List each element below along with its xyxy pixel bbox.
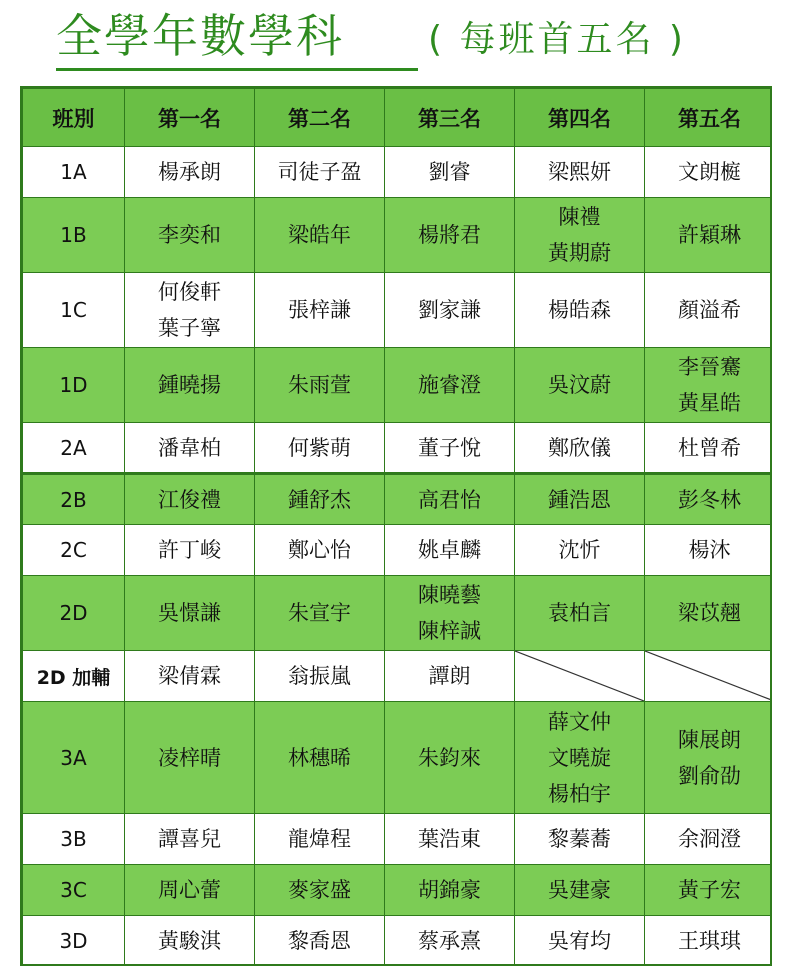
student-name: 吳憬謙 xyxy=(158,601,221,625)
header-rank-4: 第四名 xyxy=(515,89,645,147)
rank-5-cell xyxy=(645,147,773,198)
header-rank-3: 第三名 xyxy=(385,89,515,147)
rank-4-cell xyxy=(515,576,645,651)
student-name: 吳宥均 xyxy=(548,929,611,953)
rank-5-cell xyxy=(645,423,773,474)
rank-4-cell xyxy=(515,474,645,525)
rank-3-cell xyxy=(385,576,515,651)
rank-3-cell xyxy=(385,198,515,273)
student-name: 施睿澄 xyxy=(418,373,481,397)
table-row xyxy=(23,916,773,967)
student-name: 鄭心怡 xyxy=(288,538,351,562)
table-body xyxy=(23,147,773,967)
student-name: 司徒子盈 xyxy=(277,160,362,184)
rank-2-cell xyxy=(255,651,385,702)
title-block xyxy=(56,4,756,84)
student-name: 陳禮 xyxy=(558,205,601,229)
student-name: 何俊軒 xyxy=(158,280,221,304)
rank-4-cell xyxy=(515,525,645,576)
student-name: 麥家盛 xyxy=(288,878,351,902)
class-cell: 3A xyxy=(23,702,125,814)
student-name: 梁皓年 xyxy=(288,223,351,247)
student-name: 周心蕾 xyxy=(158,878,221,902)
student-name: 杜曾希 xyxy=(678,435,741,460)
class-cell: 3C xyxy=(23,865,125,916)
student-name: 彭冬林 xyxy=(678,487,741,512)
student-name: 林穗晞 xyxy=(288,745,351,770)
student-name: 許丁峻 xyxy=(158,538,221,562)
student-name: 許穎琳 xyxy=(678,223,741,247)
class-cell: 1D xyxy=(23,348,125,423)
student-name: 袁柏言 xyxy=(548,601,611,625)
rank-5-cell xyxy=(645,273,773,348)
rank-1-cell xyxy=(125,147,255,198)
student-name: 葉子寧 xyxy=(158,316,221,340)
student-name: 吳汶蔚 xyxy=(548,373,611,397)
class-cell: 3B xyxy=(23,814,125,865)
empty-slashed-cell xyxy=(515,651,645,702)
class-cell: 1A xyxy=(23,147,125,198)
student-name: 陳梓誠 xyxy=(418,619,481,643)
header-rank-5: 第五名 xyxy=(645,89,773,147)
rank-3-cell xyxy=(385,273,515,348)
rank-2-cell xyxy=(255,525,385,576)
rank-2-cell xyxy=(255,474,385,525)
page-subtitle: ( 每班首五名 ) xyxy=(428,19,686,60)
header-rank-1: 第一名 xyxy=(125,89,255,147)
student-name: 董子悅 xyxy=(418,435,481,460)
class-cell: 2C xyxy=(23,525,125,576)
rank-4-cell xyxy=(515,348,645,423)
student-name: 楊承朗 xyxy=(158,160,221,184)
rank-4-cell xyxy=(515,916,645,967)
student-name: 鄭欣儀 xyxy=(548,435,611,460)
rank-5-cell xyxy=(645,474,773,525)
rank-1-cell xyxy=(125,348,255,423)
rank-1-cell xyxy=(125,273,255,348)
rank-2-cell xyxy=(255,814,385,865)
class-cell: 2A xyxy=(23,423,125,474)
header-class: 班別 xyxy=(23,89,125,147)
table-row xyxy=(23,423,773,474)
table-row xyxy=(23,198,773,273)
rank-2-cell xyxy=(255,576,385,651)
table-row xyxy=(23,147,773,198)
student-name: 沈忻 xyxy=(558,538,601,562)
rank-1-cell xyxy=(125,651,255,702)
student-name: 楊皓森 xyxy=(548,298,611,322)
table-row xyxy=(23,814,773,865)
rank-2-cell xyxy=(255,865,385,916)
table-row xyxy=(23,576,773,651)
rank-3-cell xyxy=(385,348,515,423)
rank-1-cell xyxy=(125,423,255,474)
header-row xyxy=(23,89,773,147)
student-name: 楊沐 xyxy=(688,538,731,562)
student-name: 江俊禮 xyxy=(158,487,221,512)
rank-4-cell xyxy=(515,147,645,198)
student-name: 葉浩東 xyxy=(418,827,481,851)
table-row xyxy=(23,348,773,423)
student-name: 黃星皓 xyxy=(678,391,741,415)
rank-1-cell xyxy=(125,198,255,273)
rank-2-cell xyxy=(255,702,385,814)
table-row xyxy=(23,273,773,348)
student-name: 譚朗 xyxy=(428,664,471,688)
class-cell: 2D xyxy=(23,576,125,651)
rank-1-cell xyxy=(125,865,255,916)
student-name: 何紫萌 xyxy=(288,435,351,460)
rank-1-cell xyxy=(125,814,255,865)
student-name: 凌梓晴 xyxy=(158,745,221,770)
student-name: 文朗榳 xyxy=(678,160,741,184)
rank-4-cell xyxy=(515,423,645,474)
rank-2-cell xyxy=(255,147,385,198)
rank-2-cell xyxy=(255,273,385,348)
rank-1-cell xyxy=(125,474,255,525)
student-name: 劉家謙 xyxy=(418,298,481,322)
student-name: 潘韋柏 xyxy=(158,435,221,460)
student-name: 梁倩霖 xyxy=(158,664,221,688)
rank-3-cell xyxy=(385,474,515,525)
class-cell: 3D xyxy=(23,916,125,967)
ranking-table xyxy=(22,88,772,966)
diagonal-slash xyxy=(645,651,772,701)
rank-3-cell xyxy=(385,814,515,865)
rank-2-cell xyxy=(255,423,385,474)
rank-3-cell xyxy=(385,865,515,916)
student-name: 鍾曉揚 xyxy=(158,373,221,397)
student-name: 陳展朗 xyxy=(678,727,741,752)
student-name: 李晉騫 xyxy=(678,355,741,379)
class-cell: 1B xyxy=(23,198,125,273)
student-name: 黎蓁蕎 xyxy=(548,827,611,851)
rank-1-cell xyxy=(125,916,255,967)
student-name: 劉睿 xyxy=(428,160,471,184)
student-name: 劉俞劭 xyxy=(678,763,741,788)
table-row xyxy=(23,651,773,702)
student-name: 張梓謙 xyxy=(288,298,351,322)
student-name: 黃駿淇 xyxy=(158,929,221,953)
rank-3-cell xyxy=(385,423,515,474)
rank-1-cell xyxy=(125,525,255,576)
student-name: 高君怡 xyxy=(418,487,481,512)
student-name: 朱宣宇 xyxy=(288,601,351,625)
table-row xyxy=(23,702,773,814)
student-name: 鍾浩恩 xyxy=(548,487,611,512)
rank-4-cell xyxy=(515,198,645,273)
student-name: 胡錦豪 xyxy=(418,878,481,902)
student-name: 陳曉藝 xyxy=(418,583,481,607)
rank-5-cell xyxy=(645,865,773,916)
table-row xyxy=(23,525,773,576)
header-rank-2: 第二名 xyxy=(255,89,385,147)
student-name: 薛文仲 xyxy=(548,709,611,734)
student-name: 楊柏宇 xyxy=(548,781,611,806)
class-cell: 1C xyxy=(23,273,125,348)
student-name: 梁熙妍 xyxy=(548,160,611,184)
student-name: 朱鈞來 xyxy=(418,745,481,770)
rank-3-cell xyxy=(385,702,515,814)
rank-5-cell xyxy=(645,702,773,814)
page-title: 全學年數學科 xyxy=(56,9,344,63)
student-name: 王琪琪 xyxy=(678,929,741,953)
table-row xyxy=(23,474,773,525)
rank-5-cell xyxy=(645,576,773,651)
rank-5-cell xyxy=(645,198,773,273)
rank-5-cell xyxy=(645,814,773,865)
student-name: 黃期蔚 xyxy=(548,241,611,265)
rank-5-cell xyxy=(645,916,773,967)
student-name: 譚喜兒 xyxy=(158,827,221,851)
rank-3-cell xyxy=(385,651,515,702)
student-name: 吳建豪 xyxy=(548,878,611,902)
student-name: 龍煒程 xyxy=(288,827,351,851)
table-row xyxy=(23,865,773,916)
rank-5-cell xyxy=(645,525,773,576)
ranking-table-container xyxy=(20,86,772,966)
rank-4-cell xyxy=(515,814,645,865)
student-name: 顏溢希 xyxy=(678,298,741,322)
student-name: 李奕和 xyxy=(158,223,221,247)
student-name: 蔡承熹 xyxy=(418,929,481,953)
student-name: 朱雨萱 xyxy=(288,373,351,397)
empty-slashed-cell xyxy=(645,651,773,702)
diagonal-slash xyxy=(515,651,644,701)
rank-2-cell xyxy=(255,198,385,273)
rank-4-cell xyxy=(515,702,645,814)
student-name: 黎喬恩 xyxy=(288,929,351,953)
student-name: 余浻澄 xyxy=(678,827,741,851)
rank-4-cell xyxy=(515,865,645,916)
class-cell: 2B xyxy=(23,474,125,525)
rank-1-cell xyxy=(125,576,255,651)
student-name: 梁苡翹 xyxy=(678,601,741,625)
student-name: 文曉旋 xyxy=(548,745,611,770)
title-underline xyxy=(56,68,418,71)
student-name: 鍾舒杰 xyxy=(288,487,351,512)
class-cell: 2D 加輔 xyxy=(23,651,125,702)
rank-2-cell xyxy=(255,348,385,423)
student-name: 黃子宏 xyxy=(678,878,741,902)
student-name: 翁振嵐 xyxy=(288,664,351,688)
rank-1-cell xyxy=(125,702,255,814)
rank-4-cell xyxy=(515,273,645,348)
student-name: 楊將君 xyxy=(418,223,481,247)
rank-3-cell xyxy=(385,525,515,576)
rank-3-cell xyxy=(385,147,515,198)
student-name: 姚卓麟 xyxy=(418,538,481,562)
rank-2-cell xyxy=(255,916,385,967)
rank-5-cell xyxy=(645,348,773,423)
rank-3-cell xyxy=(385,916,515,967)
